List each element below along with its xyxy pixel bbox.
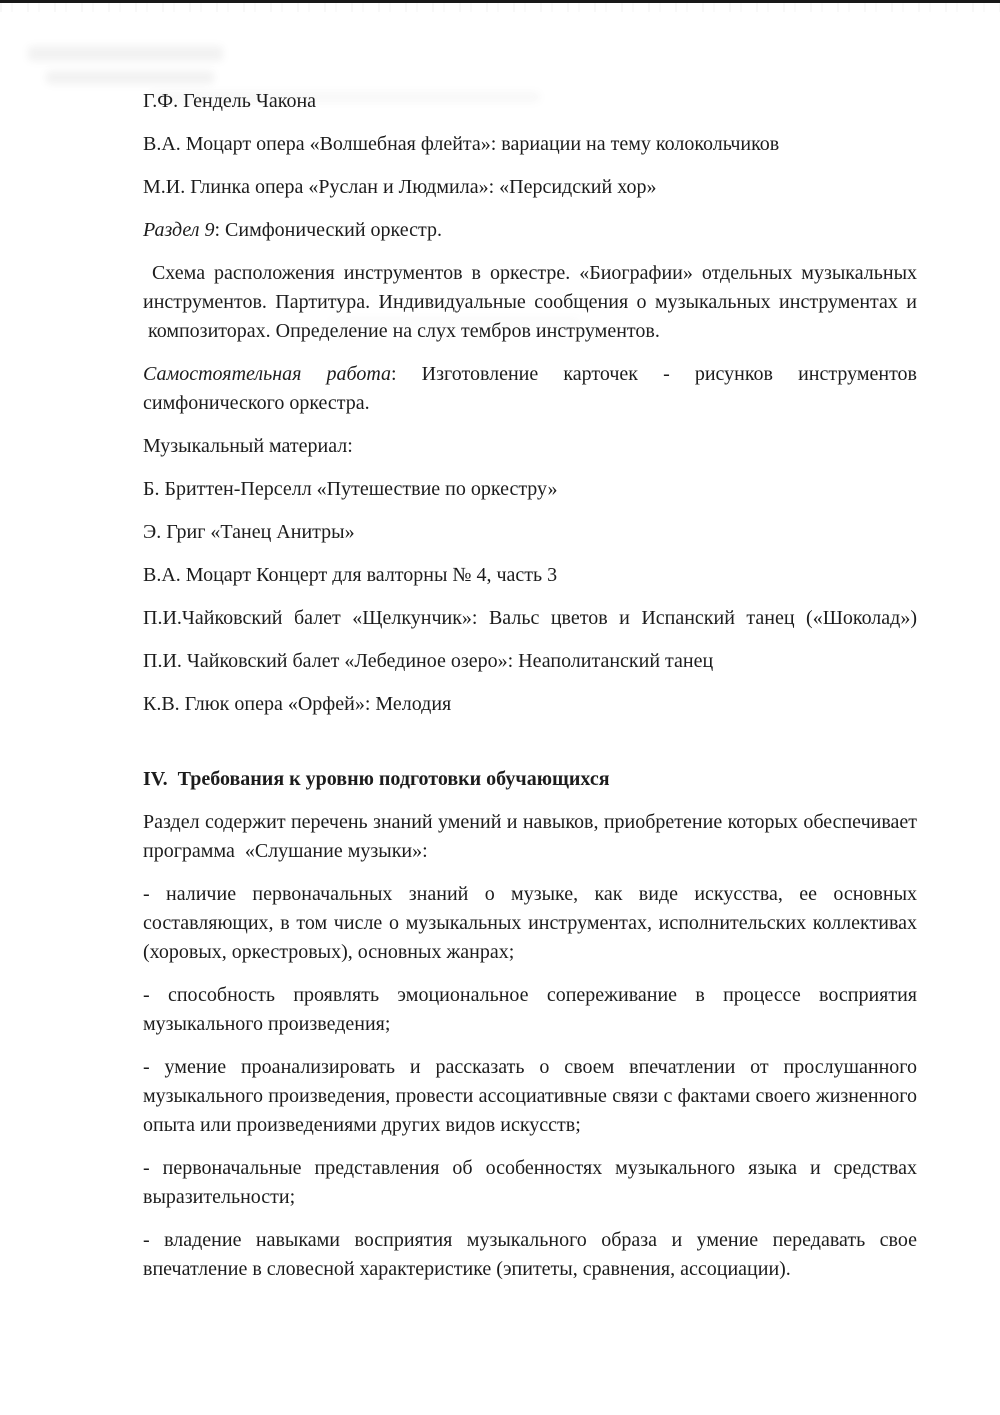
paragraph: В.А. Моцарт Концерт для валторны № 4, часть 3 xyxy=(143,564,558,586)
paragraph: - владение навыками восприятия музыкального образа и умение передавать свое впечатление в словесной характеристике (эпитеты, сравнения, ассоциации). xyxy=(143,1229,917,1280)
paragraph: В.А. Моцарт опера «Волшебная флейта»: вариации на тему колокольчиков xyxy=(143,133,780,155)
paragraph: П.И. Чайковский балет «Лебединое озеро»: Неаполитанский танец xyxy=(143,650,714,672)
paragraph: - наличие первоначальных знаний о музыке, как виде искусства, ее основных составляющих, в том числе о музыкальных инструментах, исполнительских коллективах (хоровых, оркестровых), основных жанрах; xyxy=(143,883,917,963)
paragraph: Б. Бриттен-Перселл «Путешествие по оркестру» xyxy=(143,478,558,500)
paragraph: Г.Ф. Гендель Чакона xyxy=(143,90,317,112)
paragraph: - умение проанализировать и рассказать о своем впечатлении от прослушанного музыкального произведения, провести ассоциативные связи с фактами своего жизненного опыта или произведениями других видов искусств; xyxy=(143,1056,917,1136)
paragraph: К.В. Глюк опера «Орфей»: Мелодия xyxy=(143,693,452,715)
paragraph: П.И.Чайковский балет «Щелкунчик»: Вальс цветов и Испанский танец («Шоколад») xyxy=(143,607,917,629)
scan-ghost-smudge xyxy=(28,46,223,61)
paragraph: - первоначальные представления об особенностях музыкального языка и средствах выразительности; xyxy=(143,1157,917,1208)
paragraph: Раздел содержит перечень знаний умений и навыков, приобретение которых обеспечивает программа «Слушание музыки»: xyxy=(143,811,917,862)
paragraph: Раздел 9: Симфонический оркестр. xyxy=(143,219,442,241)
italic-lead: Самостоятельная работа xyxy=(143,363,392,385)
paragraph: М.И. Глинка опера «Руслан и Людмила»: «Персидский хор» xyxy=(143,176,657,198)
section-heading: IV. Требования к уровню подготовки обучающихся xyxy=(143,768,610,790)
paragraph: - способность проявлять эмоциональное сопереживание в процессе восприятия музыкального произведения; xyxy=(143,984,917,1035)
document-content xyxy=(143,87,917,1298)
scan-ghost-smudge xyxy=(46,71,214,84)
paragraph: Музыкальный материал: xyxy=(143,435,353,457)
italic-lead: Раздел 9 xyxy=(143,219,215,241)
scan-artifact-noise xyxy=(0,3,1000,12)
paragraph: Самостоятельная работа: Изготовление карточек - рисунков инструментов симфонического оркестра. xyxy=(143,363,917,414)
paragraph: Э. Григ «Танец Анитры» xyxy=(143,521,355,543)
paragraph: Схема расположения инструментов в оркестре. «Биографии» отдельных музыкальных инструментов. Партитура. Индивидуальные сообщения о музыкальных инструментах и композиторах. Определение на слух тембров инструментов. xyxy=(143,262,917,342)
